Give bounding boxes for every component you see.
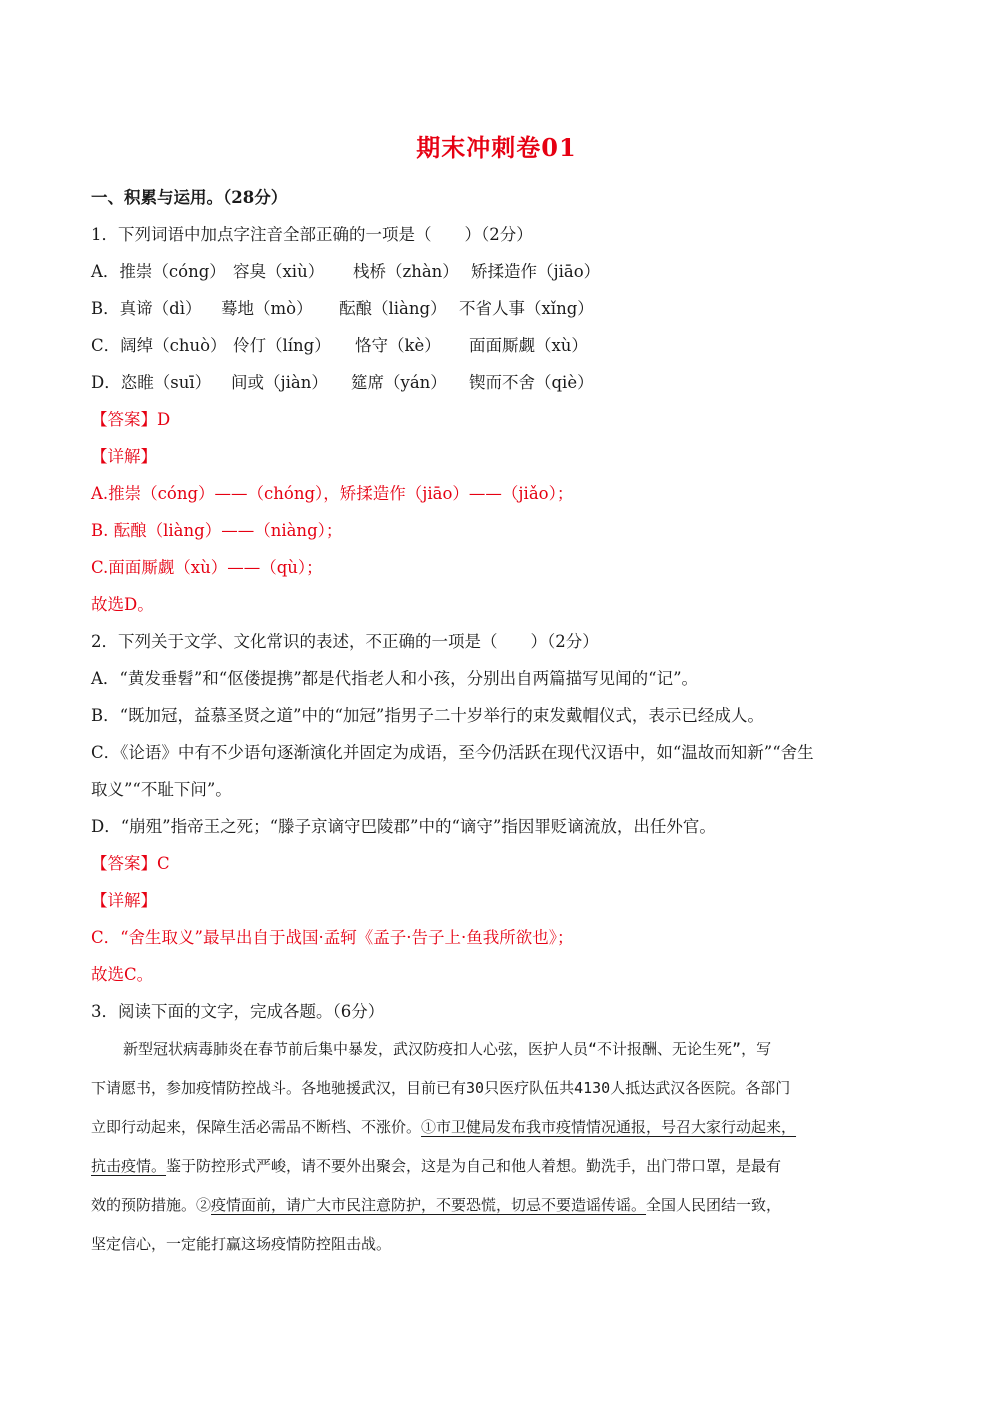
question-2-detail: C．“舍生取义”最早出自于战国·孟轲《孟子·告子上·鱼我所欲也》； xyxy=(91,928,574,947)
section-heading: 一、积累与运用。（28分） xyxy=(91,188,288,207)
passage-line-2: 下请愿书，参加疫情防控战斗。各地驰援武汉，目前已有30只医疗队伍共4130人抵达武汉各医院。各部门 xyxy=(91,1079,791,1097)
question-1-stem: 1．下列词语中加点字注音全部正确的一项是（ ）（2分） xyxy=(91,225,533,244)
question-1-option-b: B．真谛（dì） 蓦地（mò） 酝酿（liàng） 不省人事（xǐng） xyxy=(91,299,594,318)
question-1-detail-label: 【详解】 xyxy=(91,447,157,466)
question-2-option-a: A．“黄发垂髫”和“伛偻提携”都是代指老人和小孩，分别出自两篇描写见闻的“记”。 xyxy=(91,669,699,688)
question-2-option-d: D．“崩殂”指帝王之死；“滕子京谪守巴陵郡”中的“谪守”指因罪贬谪流放，出任外官。 xyxy=(91,817,716,836)
question-2-answer: 【答案】C xyxy=(91,854,170,873)
question-1-option-d: D．恣睢（suī） 间或（jiàn） 筵席（yán） 锲而不舍（qiè） xyxy=(91,373,594,392)
passage-line-1: 新型冠状病毒肺炎在春节前后集中暴发，武汉防疫扣人心弦，医护人员“不计报酬、无论生死”，写 xyxy=(123,1040,772,1058)
question-3-stem: 3．阅读下面的文字，完成各题。（6分） xyxy=(91,1002,385,1021)
passage-line-4: 抗击疫情。鉴于防控形式严峻，请不要外出聚会，这是为自己和他人着想。勤洗手，出门带口罩，是最有 xyxy=(91,1157,782,1175)
question-1-option-a: A．推崇（cóng） 容臭（xiù） 栈桥（zhàn） 矫揉造作（jiāo） xyxy=(91,262,601,281)
underlined-sentence-1: ①市卫健局发布我市疫情情况通报，号召大家行动起来， xyxy=(421,1118,797,1136)
question-1-detail-c: C.面面厮觑（xù）——（qù）； xyxy=(91,558,323,577)
question-2-detail-label: 【详解】 xyxy=(91,891,157,910)
question-1-detail-a: A.推崇（cóng）——（chóng），矫揉造作（jiāo）——（jiǎo）； xyxy=(91,484,574,503)
question-2-stem: 2．下列关于文学、文化常识的表述，不正确的一项是（ ）（2分） xyxy=(91,632,599,651)
question-1-conclusion: 故选D。 xyxy=(91,595,154,614)
question-2-option-b: B．“既加冠，益慕圣贤之道”中的“加冠”指男子二十岁举行的束发戴帽仪式，表示已经成人。 xyxy=(91,706,764,725)
passage-line-3: 立即行动起来，保障生活必需品不断档、不涨价。①市卫健局发布我市疫情情况通报，号召大家行动起来， xyxy=(91,1118,797,1136)
question-2-conclusion: 故选C。 xyxy=(91,965,154,984)
document-body xyxy=(91,186,911,1271)
question-1-answer: 【答案】D xyxy=(91,410,171,429)
passage-line-5: 效的预防措施。②疫情面前，请广大市民注意防护，不要恐慌，切忌不要造谣传谣。全国人民团结一致， xyxy=(91,1196,782,1214)
underlined-sentence-1-cont: 抗击疫情。 xyxy=(91,1157,167,1175)
question-1-detail-b: B. 酝酿（liàng）——（niàng）； xyxy=(91,521,343,540)
question-2-option-c: C．《论语》中有不少语句逐渐演化并固定为成语，至今仍活跃在现代汉语中，如“温故而知新”“舍生 xyxy=(91,743,814,762)
underlined-sentence-2: 疫情面前，请广大市民注意防护，不要恐慌，切忌不要造谣传谣。 xyxy=(211,1196,647,1214)
page-title: 期末冲刺卷01 xyxy=(416,133,577,162)
question-2-option-c-cont: 取义”“不耻下问”。 xyxy=(91,780,232,799)
question-1-option-c: C．阔绰（chuò） 伶仃（líng） 恪守（kè） 面面厮觑（xù） xyxy=(91,336,588,355)
passage-line-6: 坚定信心，一定能打赢这场疫情防控阻击战。 xyxy=(91,1235,392,1253)
